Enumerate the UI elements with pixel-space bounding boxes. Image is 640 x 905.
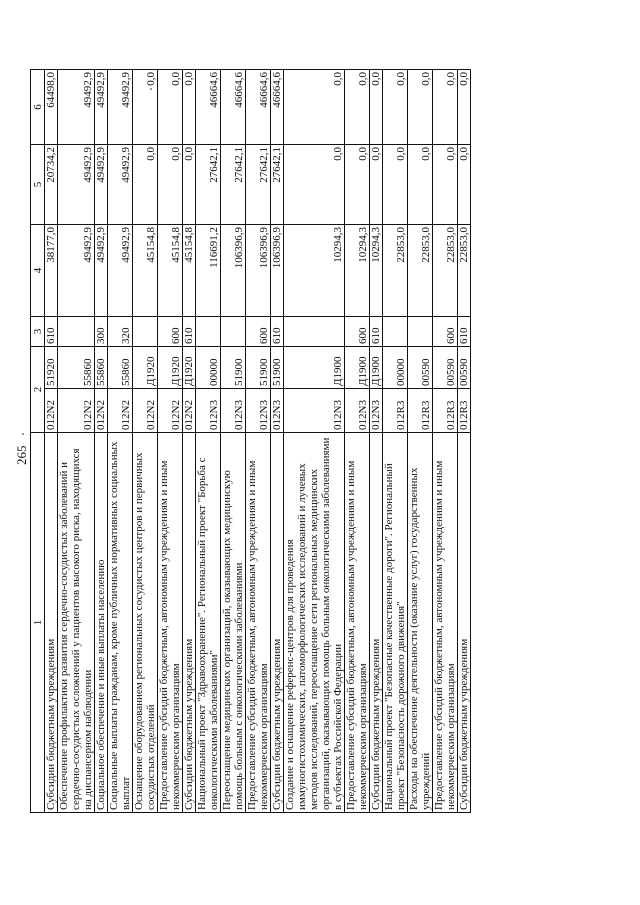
scan-speck xyxy=(150,88,152,90)
row-description: Предоставление субсидий бюджетным, автономным учреждениям и иным некоммерческим организациям xyxy=(158,433,183,813)
target-code: 012N2 xyxy=(183,389,196,433)
row-description: Обеспечение профилактики развития сердечно-сосудистых заболеваний и сердечно-сосудистых осложнений у пациентов высокого риска, находящихся на диспансерном наблюдении xyxy=(58,433,95,813)
amount-col-5: 0,0 xyxy=(383,145,408,225)
amount-col-5: 0,0 xyxy=(133,145,158,225)
target-code-suffix: 00590 xyxy=(408,347,433,389)
amount-col-4: 22853,0 xyxy=(433,225,458,317)
target-code: 012N3 xyxy=(345,389,370,433)
row-description: Социальные выплаты гражданам, кроме публичных нормативных социальных выплат xyxy=(108,433,133,813)
col-header-6: 6 xyxy=(31,70,45,145)
amount-col-5: 0,0 xyxy=(345,145,370,225)
target-code-suffix: 51900 xyxy=(246,347,271,389)
amount-col-5: 0,0 xyxy=(433,145,458,225)
col-header-2: 2 xyxy=(31,347,45,433)
expense-type: 610 xyxy=(183,317,196,347)
table-row xyxy=(221,70,246,813)
expense-type xyxy=(284,317,345,347)
amount-col-6: 0,0 xyxy=(370,70,383,145)
amount-col-5: 0,0 xyxy=(158,145,183,225)
target-code: 012R3 xyxy=(458,389,471,433)
amount-col-4: 106396,9 xyxy=(246,225,271,317)
amount-col-6: 46664,6 xyxy=(221,70,246,145)
target-code: 012N2 xyxy=(133,389,158,433)
target-code-suffix: Д1900 xyxy=(284,347,345,389)
target-code-suffix: 55860 xyxy=(58,347,95,389)
amount-col-5: 0,0 xyxy=(408,145,433,225)
amount-col-5: 27642,1 xyxy=(221,145,246,225)
amount-col-4: 22853,0 xyxy=(408,225,433,317)
page-number: 265 xyxy=(14,445,29,465)
expense-type: 610 xyxy=(45,317,58,347)
row-description: Национальный проект "Безопасные качественные дороги". Региональный проект "Безопасность дорожного движения" xyxy=(383,433,408,813)
row-description: Переоснащение медицинских организаций, оказывающих медицинскую помощь больным с онкологическими заболеваниями xyxy=(221,433,246,813)
target-code-suffix: Д1900 xyxy=(345,347,370,389)
amount-col-6: 49492,9 xyxy=(95,70,108,145)
amount-col-6: 0,0 xyxy=(133,70,158,145)
target-code: 012R3 xyxy=(433,389,458,433)
expense-type: 600 xyxy=(345,317,370,347)
col-header-3: 3 xyxy=(31,317,45,347)
table-row xyxy=(284,70,345,813)
amount-col-5: 0,0 xyxy=(284,145,345,225)
amount-col-4: 10294,3 xyxy=(284,225,345,317)
amount-col-5: 20734,2 xyxy=(45,145,58,225)
target-code-suffix: 51920 xyxy=(45,347,58,389)
amount-col-5: 49492,9 xyxy=(58,145,95,225)
table-row xyxy=(196,70,221,813)
expense-type: 600 xyxy=(246,317,271,347)
amount-col-6: 0,0 xyxy=(284,70,345,145)
table-row xyxy=(345,70,370,813)
row-description: Создание и оснащение референс-центров для проведения иммуногистохимических, патоморфологических исследований и лучевых методов исследований, переоснащение сети региональных медицинских организаций, оказывающих помощь больным онкологическими заболеваниями в субъектах Российской Федерации xyxy=(284,433,345,813)
target-code-suffix: Д1900 xyxy=(370,347,383,389)
amount-col-5: 0,0 xyxy=(183,145,196,225)
table-row xyxy=(95,70,108,813)
target-code: 012R3 xyxy=(408,389,433,433)
amount-col-5: 49492,9 xyxy=(95,145,108,225)
amount-col-4: 45154,8 xyxy=(158,225,183,317)
expense-type xyxy=(133,317,158,347)
amount-col-6: 0,0 xyxy=(183,70,196,145)
target-code-suffix: Д1920 xyxy=(133,347,158,389)
table-row xyxy=(133,70,158,813)
amount-col-6: 0,0 xyxy=(408,70,433,145)
target-code-suffix: 00590 xyxy=(458,347,471,389)
expense-type: 600 xyxy=(433,317,458,347)
amount-col-5: 49492,9 xyxy=(108,145,133,225)
table-row xyxy=(383,70,408,813)
row-description: Оснащение оборудованием региональных сосудистых центров и первичных сосудистых отделений xyxy=(133,433,158,813)
amount-col-4: 49492,9 xyxy=(95,225,108,317)
target-code: 012N3 xyxy=(284,389,345,433)
amount-col-4: 22853,0 xyxy=(383,225,408,317)
amount-col-5: 27642,1 xyxy=(246,145,271,225)
amount-col-4: 45154,8 xyxy=(133,225,158,317)
col-header-5: 5 xyxy=(31,145,45,225)
table-row xyxy=(108,70,133,813)
target-code: 012N2 xyxy=(108,389,133,433)
row-description: Субсидии бюджетным учреждениям xyxy=(458,433,471,813)
target-code: 012N2 xyxy=(45,389,58,433)
row-description: Национальный проект "Здравоохранение". Региональный проект "Борьба с онкологическими заболеваниями" xyxy=(196,433,221,813)
target-code-suffix: 55860 xyxy=(108,347,133,389)
row-description: Субсидии бюджетным учреждениям xyxy=(271,433,284,813)
scan-speck xyxy=(22,433,24,435)
target-code: 012N2 xyxy=(158,389,183,433)
amount-col-4: 45154,8 xyxy=(183,225,196,317)
table-row xyxy=(183,70,196,813)
amount-col-4: 106396,9 xyxy=(221,225,246,317)
amount-col-4: 49492,9 xyxy=(108,225,133,317)
row-description: Субсидии бюджетным учреждениям xyxy=(370,433,383,813)
target-code: 012N3 xyxy=(221,389,246,433)
target-code-suffix: 51900 xyxy=(221,347,246,389)
target-code-suffix: 51900 xyxy=(271,347,284,389)
col-header-1: 1 xyxy=(31,433,45,813)
expense-type: 610 xyxy=(271,317,284,347)
header-row xyxy=(31,70,45,813)
expense-type xyxy=(221,317,246,347)
row-description: Предоставление субсидий бюджетным, автономным учреждениям и иным некоммерческим организациям xyxy=(433,433,458,813)
target-code-suffix: Д1920 xyxy=(158,347,183,389)
amount-col-4: 106396,9 xyxy=(271,225,284,317)
row-description: Субсидии бюджетным учреждениям xyxy=(45,433,58,813)
table-row xyxy=(45,70,58,813)
target-code: 012R3 xyxy=(383,389,408,433)
target-code: 012N3 xyxy=(370,389,383,433)
expense-type: 610 xyxy=(370,317,383,347)
amount-col-4: 116691,2 xyxy=(196,225,221,317)
amount-col-4: 10294,3 xyxy=(370,225,383,317)
target-code-suffix: Д1920 xyxy=(183,347,196,389)
target-code: 012N3 xyxy=(271,389,284,433)
table-row xyxy=(246,70,271,813)
amount-col-6: 49492,9 xyxy=(58,70,95,145)
target-code-suffix: 00000 xyxy=(383,347,408,389)
amount-col-6: 0,0 xyxy=(345,70,370,145)
table-row xyxy=(58,70,95,813)
amount-col-6: 46664,6 xyxy=(196,70,221,145)
amount-col-5: 0,0 xyxy=(370,145,383,225)
target-code: 012N2 xyxy=(95,389,108,433)
expense-type xyxy=(408,317,433,347)
row-description: Предоставление субсидий бюджетным, автономным учреждениям и иным некоммерческим организациям xyxy=(345,433,370,813)
expense-type xyxy=(58,317,95,347)
amount-col-4: 22853,0 xyxy=(458,225,471,317)
amount-col-6: 0,0 xyxy=(458,70,471,145)
target-code: 012N2 xyxy=(58,389,95,433)
expense-type xyxy=(383,317,408,347)
amount-col-6: 49492,9 xyxy=(108,70,133,145)
row-description: Предоставление субсидий бюджетным, автономным учреждениям и иным некоммерческим организациям xyxy=(246,433,271,813)
amount-col-5: 27642,1 xyxy=(271,145,284,225)
table-row xyxy=(271,70,284,813)
amount-col-5: 0,0 xyxy=(458,145,471,225)
amount-col-4: 10294,3 xyxy=(345,225,370,317)
amount-col-6: 64498,0 xyxy=(45,70,58,145)
table-row xyxy=(458,70,471,813)
amount-col-4: 38177,0 xyxy=(45,225,58,317)
col-header-4: 4 xyxy=(31,225,45,317)
expense-type: 320 xyxy=(108,317,133,347)
amount-col-6: 46664,6 xyxy=(271,70,284,145)
target-code: 012N3 xyxy=(196,389,221,433)
row-description: Субсидии бюджетным учреждениям xyxy=(183,433,196,813)
target-code-suffix: 00590 xyxy=(433,347,458,389)
amount-col-6: 0,0 xyxy=(383,70,408,145)
budget-table xyxy=(30,69,471,813)
amount-col-4: 49492,9 xyxy=(58,225,95,317)
target-code-suffix: 55860 xyxy=(95,347,108,389)
expense-type: 300 xyxy=(95,317,108,347)
table-row xyxy=(158,70,183,813)
target-code-suffix: 00000 xyxy=(196,347,221,389)
table-row xyxy=(408,70,433,813)
expense-type: 610 xyxy=(458,317,471,347)
target-code: 012N3 xyxy=(246,389,271,433)
amount-col-6: 0,0 xyxy=(158,70,183,145)
amount-col-6: 46664,6 xyxy=(246,70,271,145)
row-description: Социальное обеспечение и иные выплаты населению xyxy=(95,433,108,813)
table-row xyxy=(433,70,458,813)
expense-type xyxy=(196,317,221,347)
amount-col-5: 27642,1 xyxy=(196,145,221,225)
table-row xyxy=(370,70,383,813)
amount-col-6: 0,0 xyxy=(433,70,458,145)
expense-type: 600 xyxy=(158,317,183,347)
row-description: Расходы на обеспечение деятельности (оказание услуг) государственных учреждений xyxy=(408,433,433,813)
